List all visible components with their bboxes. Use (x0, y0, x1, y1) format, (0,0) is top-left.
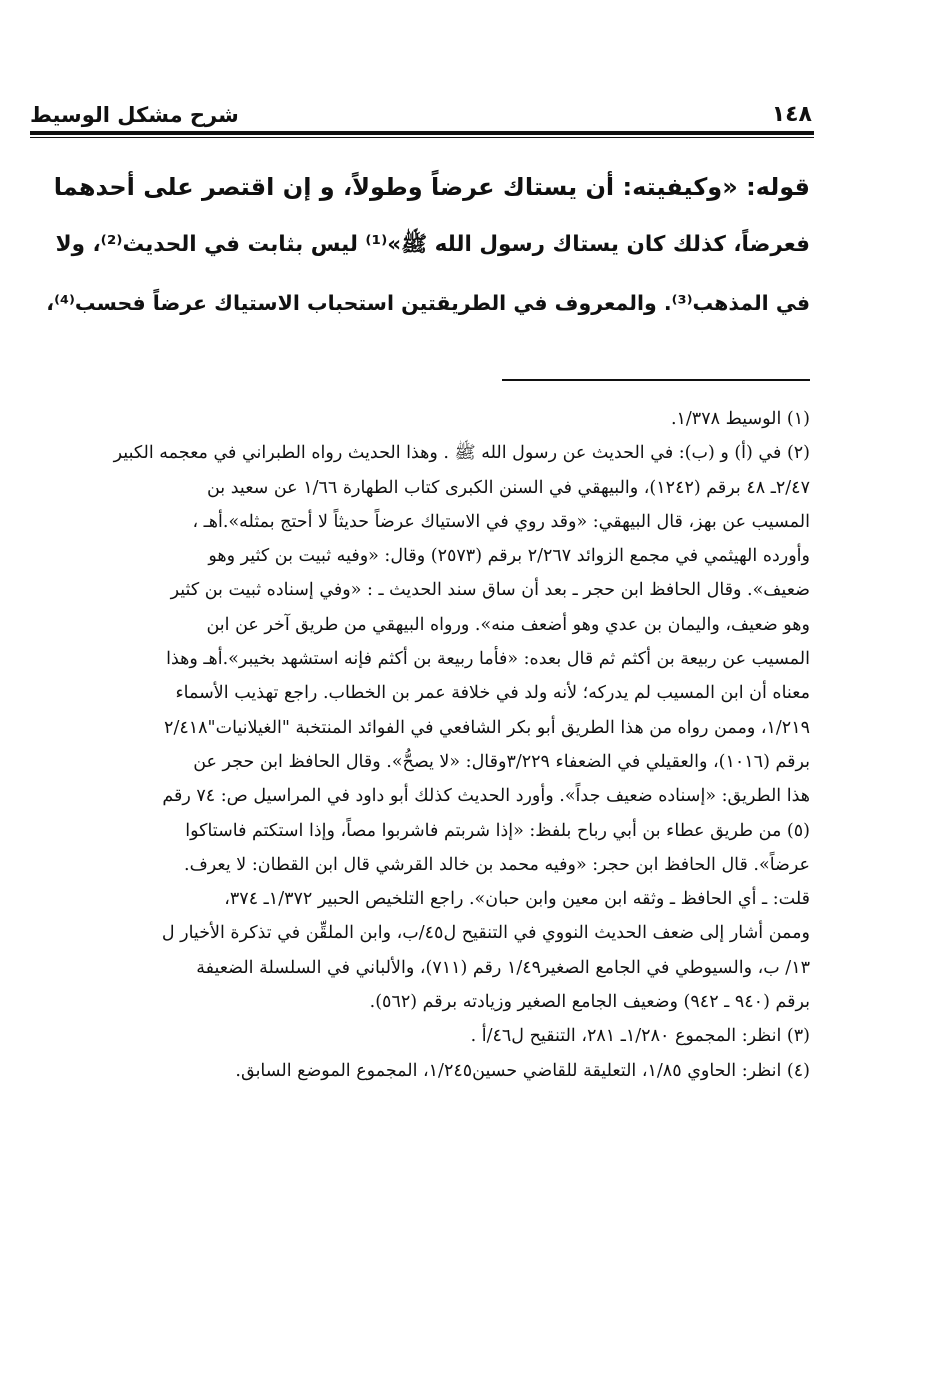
footnote-2-line: (٢) في (أ) و (ب): في الحديث عن رسول الله ﷺ . وهذا الحديث رواه الطبراني في معجمه الكبير (113, 443, 810, 464)
footnote-1-line: (١) الوسيط ١/٣٧٨. (670, 409, 810, 429)
footnote-2-line: معناه أن ابن المسيب لم يدركه؛ لأنه ولد في خلافة عمر بن الخطاب. راجع تهذيب الأسماء (175, 683, 810, 704)
footnote-2-line: وهو ضعيف، واليمان بن عدي وهو أضعف منه». ورواه البيهقي من طريق آخر عن ابن (206, 614, 810, 635)
footnote-2-line: قلت: ـ أي الحافظ ـ وثقه ابن معين وابن حبان». راجع التلخيص الحبير ١/٣٧٢ـ ٣٧٤، (224, 889, 810, 910)
footnote-2-line: ضعيف». وقال الحافظ ابن حجر ـ بعد أن ساق سند الحديث ـ : «وفي إسناده ثبيت بن كثير (170, 580, 810, 601)
footnote-2-line: ١/٢١٩، وممن رواه من هذا الطريق أبو بكر الشافعي في الفوائد المنتخبة "الغيلانيات"٢/٤١٨ (164, 717, 810, 738)
footnote-2-line: وأورده الهيثمي في مجمع الزوائد ٢/٢٦٧ برقم (٢٥٧٣) وقال: «وفيه ثبيت بن كثير وهو (208, 546, 810, 567)
main-text-line: فعرضاً، كذلك كان يستاك رسول الله ﷺ»⁽¹⁾ ليس بثابت في الحديث⁽²⁾، ولا (55, 232, 810, 257)
running-header (30, 98, 812, 128)
footnotes (40, 402, 810, 1088)
footnote-separator (502, 379, 810, 381)
header-rule-thin (30, 137, 814, 138)
footnote-2-line: المسيب عن بهز، قال البيهقي: «وقد روي في الاستياك عرضاً حديثاً لا أحتج بمثله».أهـ ، (192, 511, 810, 532)
footnote-2-line: المسيب عن ربيعة بن أكثم ثم قال بعده: «فأما ربيعة بن أكثم فإنه استشهد بخيبر».أهـ وهذا (166, 649, 810, 670)
running-title: شرح مشكل الوسيط (30, 103, 239, 127)
footnote-2-line: برقم (١٠١٦)، والعقيلي في الضعفاء ٣/٢٢٩وقال: «لا يصحُّ». وقال الحافظ ابن حجر عن (193, 751, 810, 772)
footnote-2-line: ٢/٤٧ـ ٤٨ برقم (١٢٤٢)، والبيهقي في السنن الكبرى كتاب الطهارة ١/٦٦ عن سعيد بن (206, 477, 810, 498)
page-number: ١٤٨ (771, 102, 812, 127)
footnote-2-line: برقم (٩٤٠ ـ ٩٤٢) وضعيف الجامع الصغير وزيادته برقم (٥٦٢). (369, 992, 810, 1013)
footnote-2-line: ١٣/ ب، والسيوطي في الجامع الصغير١/٤٩ رقم (٧١١)، والألباني في السلسلة الضعيفة (196, 957, 810, 978)
footnote-4-line: (٤) انظر: الحاوي ١/٨٥، التعليقة للقاضي حسين١/٢٤٥، المجموع الموضع السابق. (235, 1060, 810, 1081)
footnote-2-line: وممن أشار إلى ضعف الحديث النووي في التنقيح ل٤٥/ب، وابن الملقِّن في تذكرة الأخيار ل (161, 923, 810, 944)
main-text-line: قوله: «وكيفيته: أن يستاك عرضاً وطولاً، و إن اقتصر على أحدهما (53, 173, 810, 201)
main-text-line: في المذهب⁽³⁾. والمعروف في الطريقتين استحباب الاستياك عرضاً فحسب⁽⁴⁾، (46, 291, 810, 315)
footnote-3-line: (٣) انظر: المجموع ١/٢٨٠ـ ٢٨١، التنقيح ل٤٦/أ . (470, 1026, 810, 1047)
footnote-2-line: (٥) من طريق عطاء بن أبي رباح بلفظ: «إذا شربتم فاشربوا مصاً، وإذا استكتم فاستاكوا (185, 820, 810, 841)
footnote-2-line: هذا الطريق: «إسناده ضعيف جداً». وأورد الحديث كذلك أبو داود في المراسيل ص: ٧٤ رقم (162, 786, 810, 807)
main-text (40, 158, 810, 332)
header-rule-thick (30, 131, 814, 135)
footnote-2-line: عرضاً». قال الحافظ ابن حجر: «وفيه محمد بن خالد القرشي قال ابن القطان: لا يعرف. (184, 854, 810, 875)
